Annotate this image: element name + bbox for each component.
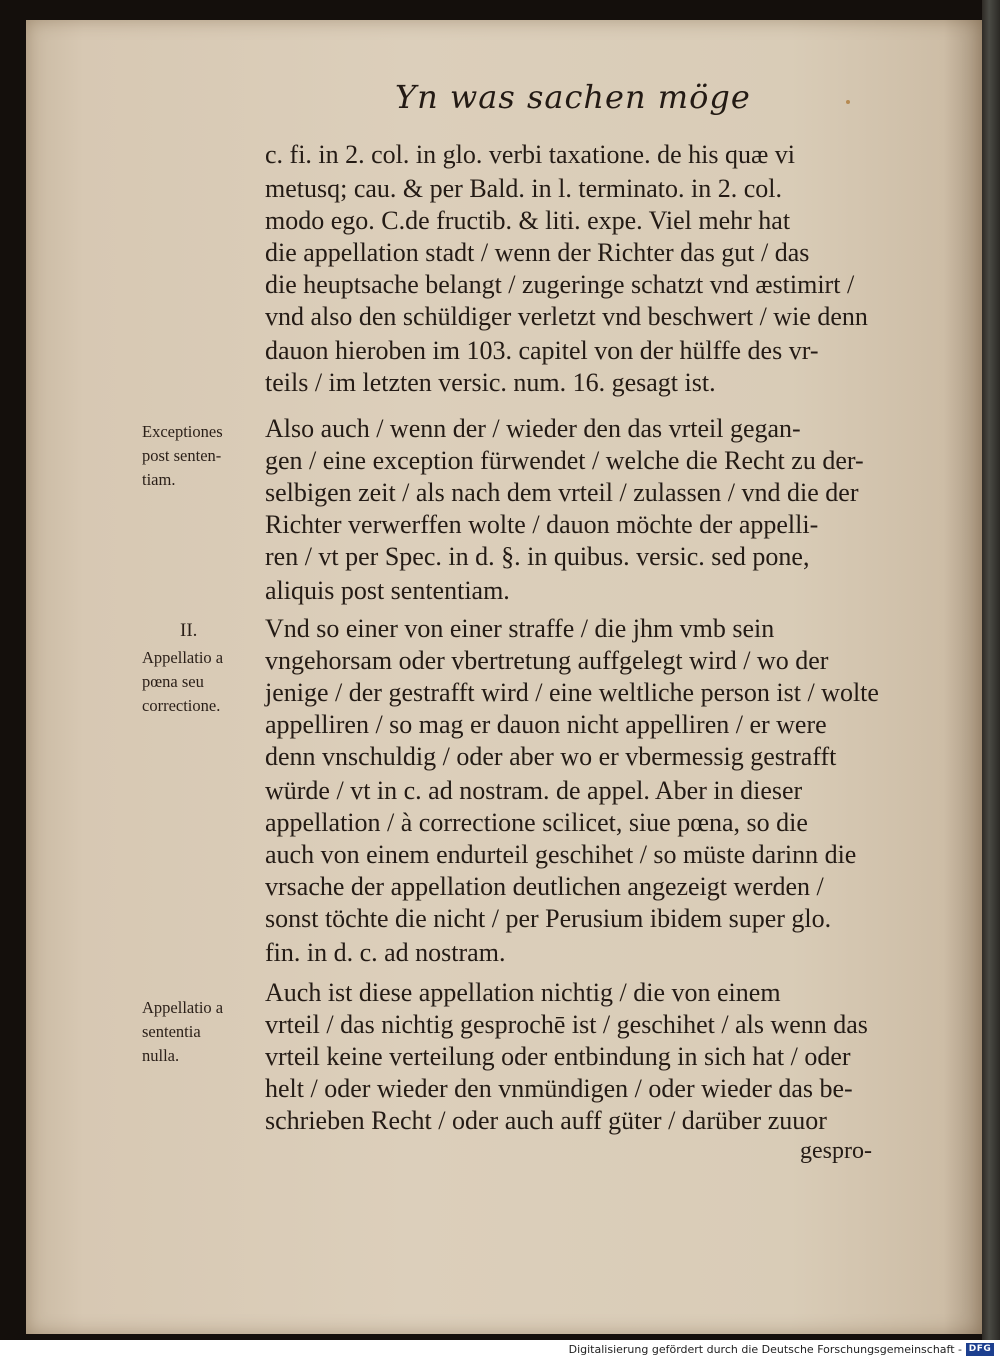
text-line: vrsache der appellation deutlichen angezeigt werden / bbox=[265, 872, 824, 901]
text-line: vrteil keine verteilung oder entbindung in sich hat / oder bbox=[265, 1042, 851, 1071]
dfg-logo: DFG bbox=[966, 1343, 994, 1356]
text-line: sonst töchte die nicht / per Perusium ibidem super glo. bbox=[265, 904, 832, 933]
text-line: fin. in d. c. ad nostram. bbox=[265, 938, 506, 967]
text-line: vnd also den schüldiger verletzt vnd beschwert / wie denn bbox=[265, 302, 868, 331]
text-line: Also auch / wenn der / wieder den das vrteil gegan- bbox=[265, 414, 801, 443]
text-line: die appellation stadt / wenn der Richter das gut / das bbox=[265, 238, 810, 267]
text-line: aliquis post sententiam. bbox=[265, 576, 510, 605]
text-line: modo ego. C.de fructib. & liti. expe. Viel mehr hat bbox=[265, 206, 791, 235]
text-line: teils / im letzten versic. num. 16. gesagt ist. bbox=[265, 368, 716, 397]
text-line: Auch ist diese appellation nichtig / die von einem bbox=[265, 978, 781, 1007]
footer-bar bbox=[0, 1340, 1000, 1361]
text-line: Vnd so einer von einer straffe / die jhm vmb sein bbox=[265, 614, 775, 643]
text-line: gen / eine exception fürwendet / welche die Recht zu der- bbox=[265, 446, 864, 475]
text-line: denn vnschuldig / oder aber wo er vbermessig gestrafft bbox=[265, 742, 837, 771]
text-line: vrteil / das nichtig gesprochē ist / geschihet / als wenn das bbox=[265, 1010, 868, 1039]
text-line: Richter verwerffen wolte / dauon möchte der appelli- bbox=[265, 510, 819, 539]
book-edge-strip bbox=[982, 0, 1000, 1340]
text-line: metusq; cau. & per Bald. in l. terminato. in 2. col. bbox=[265, 174, 783, 203]
text-line: die heuptsache belangt / zugeringe schatzt vnd æstimirt / bbox=[265, 270, 855, 299]
margin-note: Appellatio a sententia nulla. bbox=[142, 998, 224, 1065]
text-line: auch von einem endurteil geschihet / so müste darinn die bbox=[265, 840, 857, 869]
text-line: vngehorsam oder vbertretung auffgelegt wird / wo der bbox=[265, 646, 829, 675]
text-line: ren / vt per Spec. in d. §. in quibus. versic. sed pone, bbox=[265, 542, 810, 571]
text-line: würde / vt in c. ad nostram. de appel. Aber in dieser bbox=[265, 776, 803, 805]
text-line: appellation / à correctione scilicet, siue pœna, so die bbox=[265, 808, 808, 837]
text-line: schrieben Recht / oder auch auff güter / darüber zuuor bbox=[265, 1106, 827, 1135]
catchword: gespro- bbox=[800, 1138, 872, 1164]
margin-note: Exceptiones post senten- tiam. bbox=[142, 422, 223, 489]
margin-note: Appellatio a pœna seu correctione. bbox=[142, 648, 224, 715]
text-line: c. fi. in 2. col. in glo. verbi taxatione. de his quæ vi bbox=[265, 140, 796, 169]
text-line: helt / oder wieder den vnmündigen / oder wieder das be- bbox=[265, 1074, 853, 1103]
footer-credit: Digitalisierung gefördert durch die Deutsche Forschungsgemeinschaft - bbox=[568, 1343, 962, 1356]
text-line: jenige / der gestrafft wird / eine weltliche person ist / wolte bbox=[265, 678, 879, 707]
margin-section-number: II. bbox=[180, 620, 198, 641]
text-line: appelliren / so mag er dauon nicht appelliren / er were bbox=[265, 710, 827, 739]
text-line: selbigen zeit / als nach dem vrteil / zulassen / vnd die der bbox=[265, 478, 859, 507]
text-line: dauon hieroben im 103. capitel von der hülffe des vr- bbox=[265, 336, 819, 365]
running-head: Yn was sachen möge bbox=[395, 78, 751, 116]
ink-spot bbox=[846, 100, 850, 104]
